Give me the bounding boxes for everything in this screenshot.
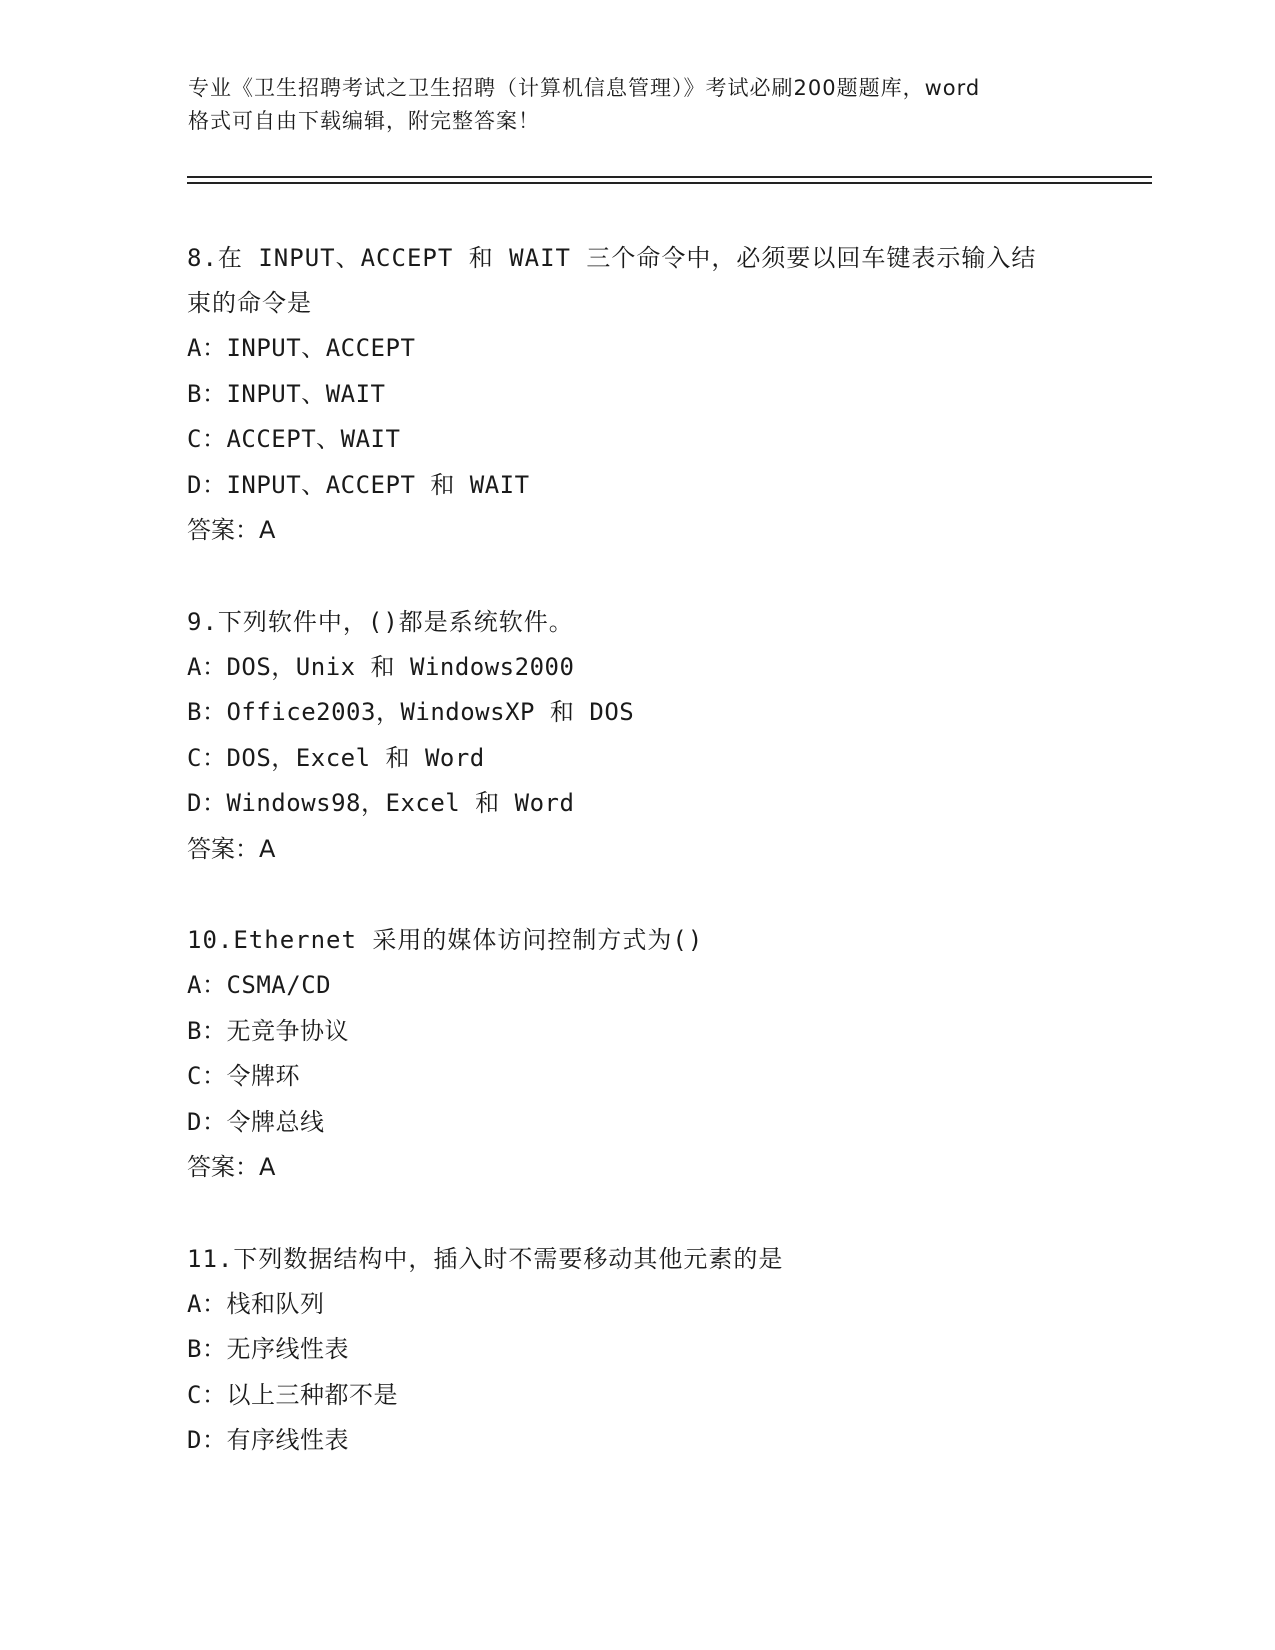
option-d: D：INPUT、ACCEPT 和 WAIT — [187, 470, 530, 499]
answer: 答案：A — [187, 834, 276, 863]
answer: 答案：A — [187, 1153, 276, 1181]
option-d: D：令牌总线 — [187, 1107, 325, 1136]
option-c: C：ACCEPT、WAIT — [187, 425, 401, 453]
header-divider-top — [187, 176, 1152, 178]
question-title: 11.下列数据结构中，插入时不需要移动其他元素的是 — [187, 1244, 784, 1273]
option-b: B：无序线性表 — [187, 1335, 349, 1363]
question-10 — [187, 918, 1087, 1191]
header-divider-bottom — [187, 182, 1152, 184]
question-title: 8.在 INPUT、ACCEPT 和 WAIT 三个命令中，必须要以回车键表示输入结 — [187, 244, 1037, 272]
question-8 — [187, 236, 1087, 554]
option-c: C：DOS，Excel 和 Word — [187, 743, 485, 772]
question-list — [187, 236, 1087, 1464]
document-header — [188, 72, 1088, 138]
option-a: A：INPUT、ACCEPT — [187, 334, 416, 362]
question-title: 9.下列软件中，()都是系统软件。 — [187, 607, 574, 636]
option-a: A：CSMA/CD — [187, 971, 332, 999]
answer: 答案：A — [187, 516, 276, 544]
question-title: 10.Ethernet 采用的媒体访问控制方式为() — [187, 926, 704, 954]
header-line-1: 专业《卫生招聘考试之卫生招聘（计算机信息管理）》考试必刷200题题库，word — [188, 76, 981, 100]
header-line-2: 格式可自由下载编辑，附完整答案！ — [188, 109, 540, 133]
option-b: B：INPUT、WAIT — [187, 379, 386, 408]
option-b: B：Office2003，WindowsXP 和 DOS — [187, 698, 635, 726]
option-c: C：以上三种都不是 — [187, 1380, 398, 1409]
option-a: A：栈和队列 — [187, 1289, 325, 1318]
option-d: D：有序线性表 — [187, 1426, 349, 1454]
question-title-continued: 束的命令是 — [187, 289, 312, 317]
question-9 — [187, 600, 1087, 873]
option-b: B：无竞争协议 — [187, 1016, 349, 1045]
option-a: A：DOS，Unix 和 Windows2000 — [187, 652, 575, 681]
question-11 — [187, 1237, 1087, 1464]
option-c: C：令牌环 — [187, 1062, 300, 1090]
option-d: D：Windows98，Excel 和 Word — [187, 789, 575, 817]
